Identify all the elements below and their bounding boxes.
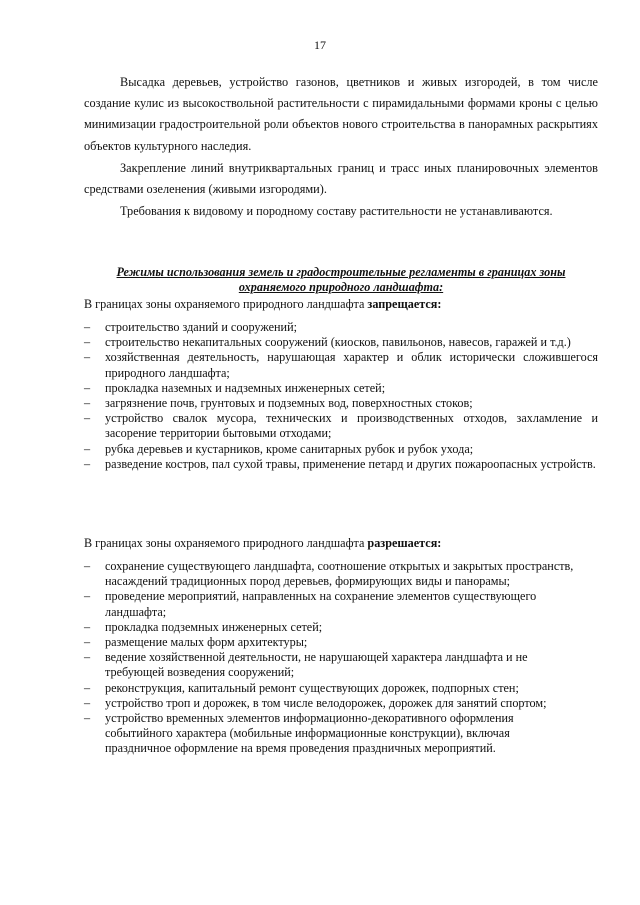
- allowed-lead: [84, 536, 598, 551]
- list-item-text: строительство зданий и сооружений;: [105, 320, 297, 334]
- list-item-text: устройство троп и дорожек, в том числе велодорожек, дорожек для занятий спортом;: [105, 695, 547, 710]
- list-item-text: проведение мероприятий, направленных на сохранение элементов существующего ландшафта;: [105, 589, 537, 619]
- list-item-text: строительство некапитальных сооружений (киосков, павильонов, навесов, гаражей и т.д.): [105, 335, 571, 350]
- allowed-lead-text: В границах зоны охраняемого природного ландшафта: [84, 536, 368, 550]
- list-item: [84, 381, 598, 396]
- list-item-text: ведение хозяйственной деятельности, не нарушающей характера ландшафта и не требующей возведения сооружений;: [105, 650, 528, 680]
- list-item-text: хозяйственная деятельность, нарушающая характер и облик исторически сложившегося природного ландшафта;: [105, 350, 598, 380]
- dash-bullet: –: [84, 635, 91, 650]
- list-item-text: прокладка подземных инженерных сетей;: [105, 619, 323, 634]
- dash-bullet: –: [84, 619, 91, 634]
- dash-bullet: –: [84, 680, 91, 695]
- list-item: [84, 650, 574, 680]
- dash-bullet: –: [84, 559, 91, 573]
- list-item-text: сохранение существующего ландшафта, соотношение открытых и закрытых пространств, насаждений традиционных пород деревьев, формирующих виды и панорамы;: [105, 559, 574, 589]
- dash-bullet: –: [84, 589, 91, 604]
- list-item: [84, 442, 598, 457]
- list-item: [84, 350, 598, 380]
- prohibited-lead: [84, 297, 598, 312]
- list-item: [84, 457, 598, 472]
- allowed-lead-bold: разрешается:: [367, 536, 442, 550]
- list-item: [84, 681, 574, 696]
- list-item: [84, 589, 574, 619]
- list-item-text: размещение малых форм архитектуры;: [105, 635, 308, 650]
- list-item-text: устройство временных элементов информационно-декоративного оформления событийного характера (мобильные информационные конструкции), включая праздничное оформление на время проведения праздничных мероприятий.: [105, 711, 514, 756]
- list-item: [84, 620, 574, 635]
- dash-bullet: –: [84, 411, 91, 426]
- dash-bullet: –: [84, 350, 91, 365]
- dash-bullet: –: [84, 335, 91, 350]
- list-item-text: прокладка наземных и надземных инженерных сетей;: [105, 380, 386, 395]
- intro-section: [84, 72, 598, 222]
- dash-bullet: –: [84, 711, 91, 726]
- list-item-text: рубка деревьев и кустарников, кроме санитарных рубок и рубок ухода;: [105, 441, 474, 456]
- section-heading: Режимы использования земель и градостроительные регламенты в границах зоны охраняемого природного ландшафта:: [116, 265, 566, 294]
- list-item-text: устройство свалок мусора, технических и производственных отходов, захламление и засорение территории бытовыми отходами;: [105, 411, 598, 441]
- list-item-text: загрязнение почв, грунтовых и подземных вод, поверхностных стоков;: [105, 396, 473, 411]
- list-item: [84, 696, 574, 711]
- list-item: [84, 711, 574, 757]
- prohibited-lead-bold: запрещается:: [367, 297, 442, 311]
- list-item: [84, 635, 574, 650]
- dash-bullet: –: [84, 380, 91, 395]
- dash-bullet: –: [84, 320, 91, 334]
- dash-bullet: –: [84, 695, 91, 710]
- list-item-text: разведение костров, пал сухой травы, применение петард и других пожароопасных устройств.: [105, 456, 596, 471]
- dash-bullet: –: [84, 650, 91, 665]
- dash-bullet: –: [84, 456, 91, 471]
- prohibited-list: [84, 320, 598, 472]
- list-item: [84, 559, 574, 589]
- dash-bullet: –: [84, 441, 91, 456]
- list-item-text: реконструкция, капитальный ремонт существующих дорожек, подпорных стен;: [105, 680, 519, 695]
- list-item: [84, 411, 598, 441]
- list-item: [84, 335, 598, 350]
- list-item: [84, 320, 598, 335]
- list-item: [84, 396, 598, 411]
- page-number: 17: [314, 38, 326, 52]
- intro-paragraph: Высадка деревьев, устройство газонов, цветников и живых изгородей, в том числе создание кулис из высокоствольной растительности с пирамидальными формами кроны с целью минимизации градостроительной роли объектов нового строительства в панорамных раскрытиях объектов культурного наследия.: [84, 75, 598, 153]
- intro-paragraph: Закрепление линий внутриквартальных границ и трасс иных планировочных элементов средствами озеленения (живыми изгородями).: [84, 160, 598, 197]
- allowed-list: [84, 559, 574, 757]
- prohibited-lead-text: В границах зоны охраняемого природного ландшафта: [84, 297, 368, 311]
- intro-paragraph: Требования к видовому и породному составу растительности не устанавливаются.: [120, 204, 553, 219]
- dash-bullet: –: [84, 396, 91, 411]
